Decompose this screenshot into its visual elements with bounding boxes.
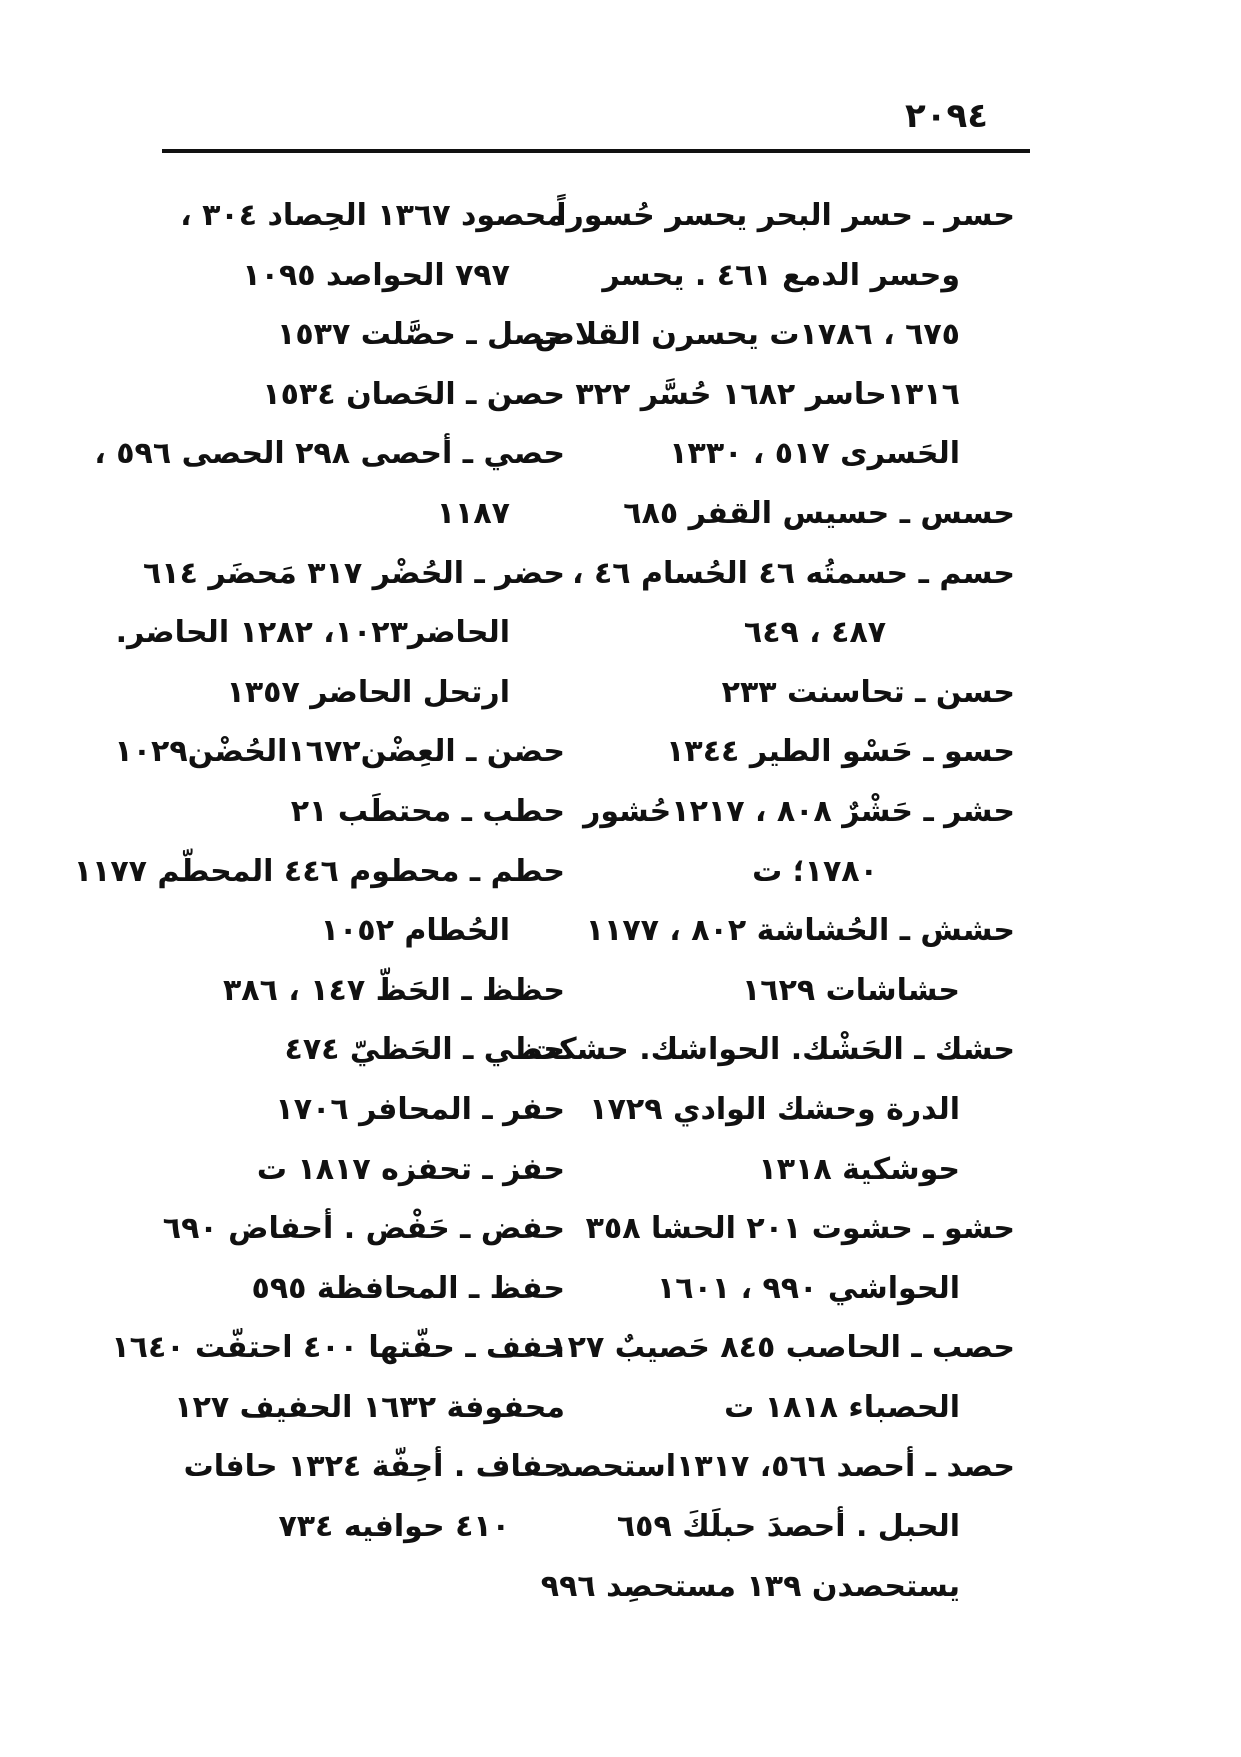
index-line: الحصباء ١٨١٨ ت xyxy=(724,1389,960,1425)
index-line: حشو ـ حشوت ٢٠١ الحشا ٣٥٨ xyxy=(585,1211,1015,1247)
index-line: ارتحل الحاضر ١٣٥٧ xyxy=(226,674,510,710)
index-line: حصب ـ الحاصب ٨٤٥ حَصيبٌ ١٢٧ xyxy=(549,1330,1015,1366)
index-line: حسر ـ حسر البحر يحسر حُسوراً xyxy=(556,198,1015,233)
index-line: محفوفة ١٦٣٢ الحفيف ١٢٧ xyxy=(174,1389,565,1425)
index-line: الحبل . أحصدَ حبلَكَ ٦٥٩ xyxy=(616,1509,960,1545)
index-line: حصن ـ الحَصان ١٥٣٤ xyxy=(262,376,565,412)
index-line: حشر ـ حَشْرٌ ٨٠٨ ، ١٢١٧حُشور xyxy=(583,793,1015,829)
index-line: ١٣١٦حاسر ١٦٨٢ حُسَّر ٣٢٢ xyxy=(575,376,960,412)
index-line: الحواشي ٩٩٠ ، ١٦٠١ xyxy=(656,1270,960,1306)
index-line: وحسر الدمع ٤٦١ . يحسر xyxy=(602,257,960,293)
index-line: حسن ـ تحاسنت ٢٣٣ xyxy=(721,674,1015,710)
index-line: ١٧٨٠؛ ت xyxy=(752,853,878,889)
index-line: حوشكية ١٣١٨ xyxy=(758,1151,960,1187)
index-line: حفظ ـ المحافظة ٥٩٥ xyxy=(251,1270,565,1306)
index-line: حشاشات ١٦٢٩ xyxy=(741,972,960,1008)
header-rule xyxy=(162,149,1030,153)
index-line: حظي ـ الحَظيّ ٤٧٤ xyxy=(284,1032,565,1068)
index-line: حفف ـ حفّتها ٤٠٠ احتفّت ١٦٤٠ xyxy=(111,1330,565,1366)
index-line: حظظ ـ الحَظّ ١٤٧ ، ٣٨٦ xyxy=(222,972,565,1008)
index-line: حفر ـ المحافر ١٧٠٦ xyxy=(275,1091,565,1127)
index-line: يستحصدن ١٣٩ مستحصِد ٩٩٦ xyxy=(540,1568,960,1604)
index-line: حصل ـ حصَّلت ١٥٣٧ xyxy=(277,317,565,353)
index-line: ٦٧٥ ، ١٧٨٦ت يحسرن القلاص xyxy=(534,317,960,353)
page-number: ٢٠٩٤ xyxy=(904,96,988,136)
index-line: الحَسرى ٥١٧ ، ١٣٣٠ xyxy=(669,436,960,472)
left-column xyxy=(73,186,565,1557)
right-column xyxy=(527,186,1015,1616)
index-line: حفاف . أحِفّة ١٣٢٤ حافات xyxy=(183,1449,565,1485)
index-line: ١١٨٧ xyxy=(436,495,510,531)
index-line: حضر ـ الحُضْر ٣١٧ مَحضَر ٦١٤ xyxy=(142,555,565,591)
index-line: ٤١٠ حوافيه ٧٣٤ xyxy=(278,1509,510,1545)
index-line: ٧٩٧ الحواصد ١٠٩٥ xyxy=(242,257,510,293)
index-line: حشك ـ الحَشْك. الحواشك. حشكت xyxy=(527,1032,1015,1068)
index-line: حسو ـ حَسْو الطير ١٣٤٤ xyxy=(666,734,1015,770)
index-line: حفز ـ تحفزه ١٨١٧ ت xyxy=(256,1151,565,1187)
index-line: حضن ـ العِضْن١٦٧٢الحُضْن١٠٢٩ xyxy=(114,734,565,770)
index-line: حصد ـ أحصد ٥٦٦، ١٣١٧استحصد xyxy=(555,1449,1015,1485)
index-line: حفض ـ حَفْض . أحفاض ٦٩٠ xyxy=(162,1211,565,1247)
index-line: الحُطام ١٠٥٢ xyxy=(320,913,510,949)
index-line: ٤٨٧ ، ٦٤٩ xyxy=(743,615,887,651)
index-line: محصود ١٣٦٧ الحِصاد ٣٠٤ ، xyxy=(180,198,565,233)
index-line: الحاضر١٠٢٣، ١٢٨٢ الحاضر. xyxy=(115,615,510,651)
index-line: حطم ـ محطوم ٤٤٦ المحطّم ١١٧٧ xyxy=(73,853,565,889)
index-line: حطب ـ محتطَب ٢١ xyxy=(290,793,565,829)
index-line: الدرة وحشك الوادي ١٧٢٩ xyxy=(589,1091,960,1127)
index-line: حسم ـ حسمتُه ٤٦ الحُسام ٤٦ ، xyxy=(572,555,1015,591)
index-line: حسس ـ حسيس القفر ٦٨٥ xyxy=(623,495,1015,531)
index-line: حشش ـ الحُشاشة ٨٠٢ ، ١١٧٧ xyxy=(585,913,1015,949)
index-line: حصي ـ أحصى ٢٩٨ الحصى ٥٩٦ ، xyxy=(94,436,565,472)
